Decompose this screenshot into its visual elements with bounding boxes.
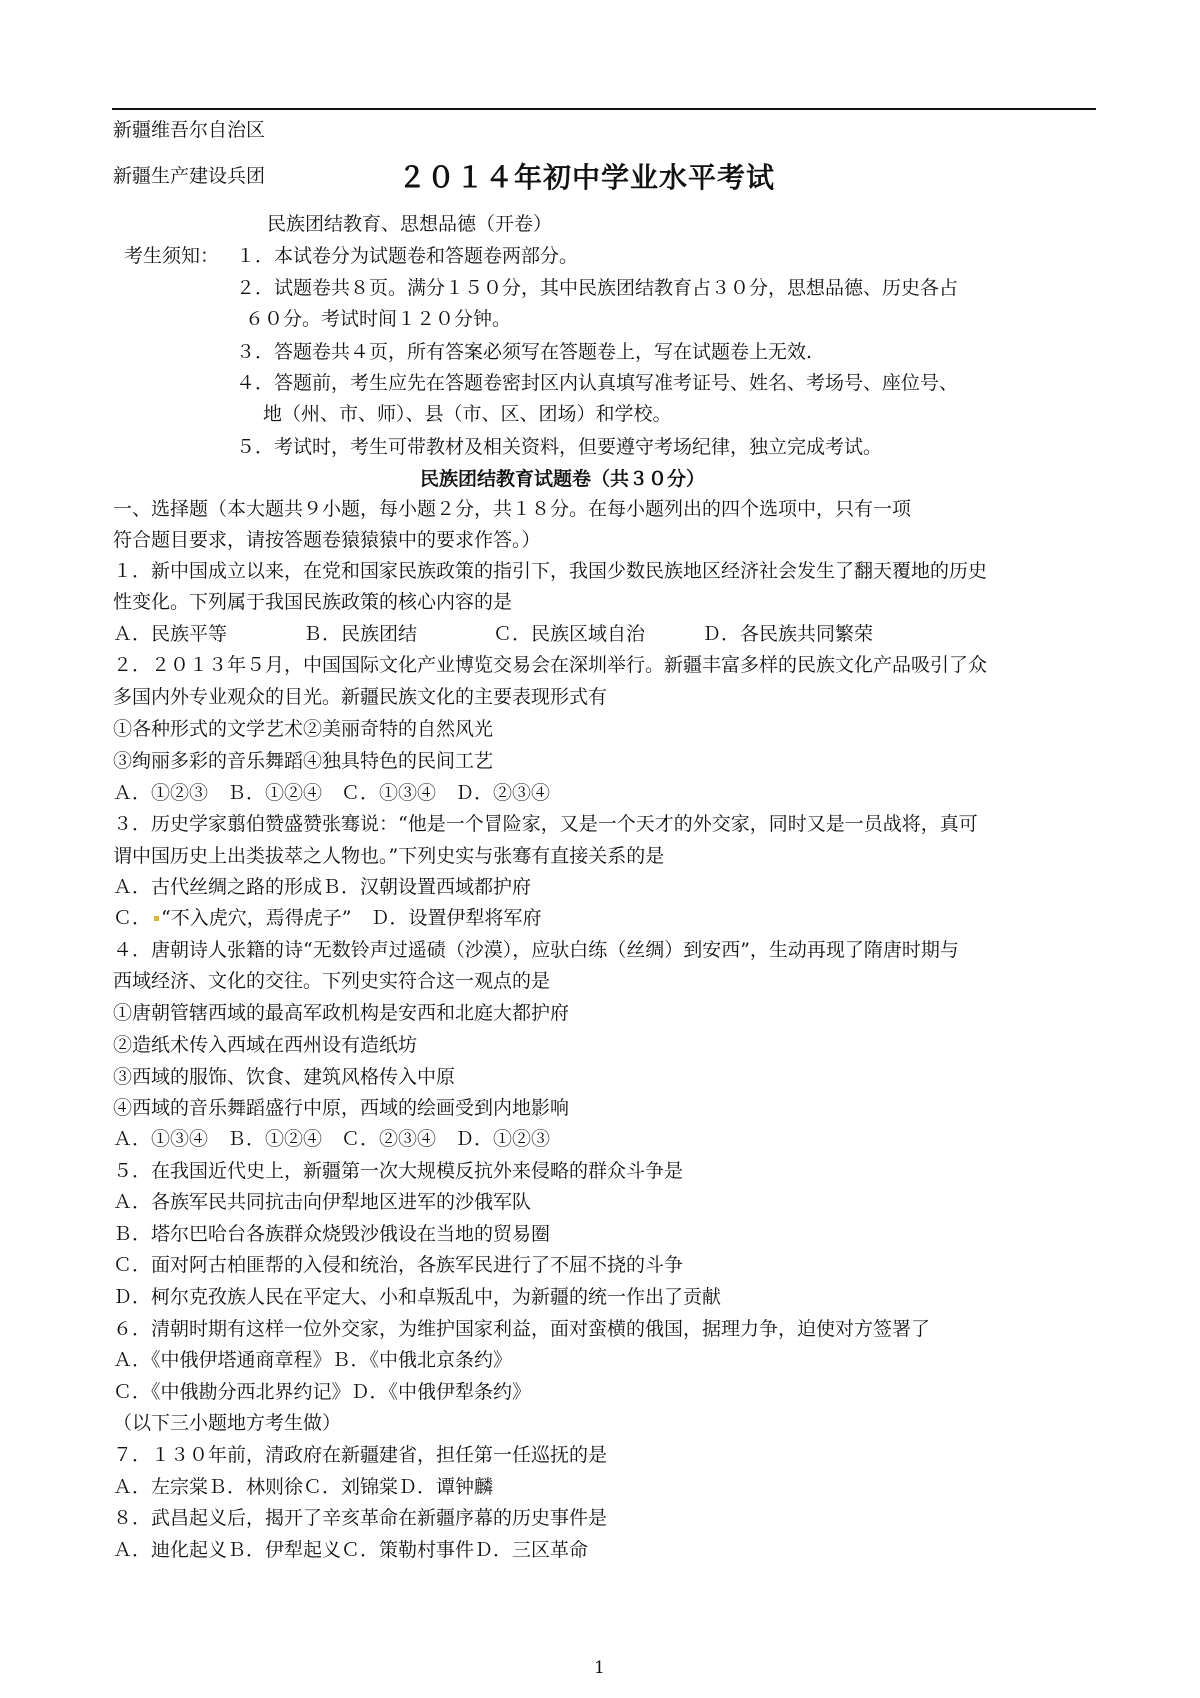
body-line: ６．清朝时期有这样一位外交家，为维护国家利益，面对蛮横的俄国，据理力争，迫使对方签署了 [113,1318,931,1340]
body-line: Ｃ．《中俄勘分西北界约记》Ｄ．《中俄伊犁条约》 [113,1381,532,1403]
notice-item: 地（州、市、师）、县（市、区、团场）和学校。 [263,403,672,425]
body-line: 多国内外专业观众的目光。新疆民族文化的主要表现形式有 [113,686,608,708]
exam-subtitle: 民族团结教育、思想品德（开卷） [267,213,553,235]
body-line: １．新中国成立以来，在党和国家民族政策的指引下，我国少数民族地区经济社会发生了翻天覆地的历史 [113,560,988,582]
body-line: Ｄ．柯尔克孜族人民在平定大、小和卓叛乱中，为新疆的统一作出了贡献 [113,1286,722,1308]
notice-label: 考生须知： [124,245,220,267]
notice-item: ４．答题前，考生应先在答题卷密封区内认真填写准考证号、姓名、考场号、座位号、 [236,372,959,394]
body-line: Ａ．迪化起义Ｂ．伊犁起义Ｃ．策勒村事件Ｄ．三区革命 [113,1539,589,1561]
body-line: 谓中国历史上出类拔萃之人物也。”下列史实与张骞有直接关系的是 [113,845,665,867]
option-label: Ｃ． [113,907,152,929]
body-line: Ａ．左宗棠Ｂ．林则徐Ｃ．刘锦棠Ｄ．谭钟麟 [113,1476,494,1498]
body-line: ３．历史学家翦伯赞盛赞张骞说：“他是一个冒险家，又是一个天才的外交家，同时又是一员战将，真可 [113,813,978,835]
body-line-q3-option-c [113,905,541,931]
body-line: ５．在我国近代史上，新疆第一次大规模反抗外来侵略的群众斗争是 [113,1160,684,1182]
notice-item: ２．试题卷共８页。满分１５０分，其中民族团结教育占３０分，思想品德、历史各占 [236,277,959,299]
body-line: Ａ．①③④ Ｂ．①②④ Ｃ．②③④ Ｄ．①②③ [113,1128,551,1150]
body-line: Ａ．民族平等 Ｂ．民族团结 Ｃ．民族区域自治 Ｄ．各民族共同繁荣 [113,623,874,645]
body-line: Ｃ．面对阿古柏匪帮的入侵和统治，各族军民进行了不屈不挠的斗争 [113,1254,684,1276]
body-line: Ａ．《中俄伊塔通商章程》Ｂ．《中俄北京条约》 [113,1349,513,1371]
stray-mark-icon [154,916,159,921]
page-number: 1 [594,1658,605,1678]
body-line: ③绚丽多彩的音乐舞蹈④独具特色的民间工艺 [113,750,494,772]
notice-item: ５．考试时，考生可带教材及相关资料，但要遵守考场纪律，独立完成考试。 [236,436,883,458]
issuer-region: 新疆维吾尔自治区 [113,119,266,141]
notice-item: ３．答题卷共４页，所有答案必须写在答题卷上，写在试题卷上无效. [236,341,813,363]
body-line: 一、选择题（本大题共９小题，每小题２分，共１８分。在每小题列出的四个选项中，只有一项 [113,498,912,520]
body-line: ④西域的音乐舞蹈盛行中原，西域的绘画受到内地影响 [113,1097,570,1119]
body-line: Ｂ．塔尔巴哈台各族群众烧毁沙俄设在当地的贸易圈 [113,1223,551,1245]
notice-item: １．本试卷分为试题卷和答题卷两部分。 [236,245,579,267]
body-line: Ａ．各族军民共同抗击向伊犁地区进军的沙俄军队 [113,1191,532,1213]
body-line: ８．武昌起义后，揭开了辛亥革命在新疆序幕的历史事件是 [113,1507,608,1529]
body-line: 性变化。下列属于我国民族政策的核心内容的是 [113,591,513,613]
body-line: ７．１３０年前，清政府在新疆建省，担任第一任巡抚的是 [113,1444,608,1466]
header-rule [112,108,1096,110]
body-line: ４．唐朝诗人张籍的诗“无数铃声过遥碛（沙漠），应驮白练（丝绸）到安西”，生动再现了隋唐时期与 [113,939,959,961]
body-line: 西域经济、文化的交往。下列史实符合这一观点的是 [113,970,551,992]
body-line: Ａ．古代丝绸之路的形成Ｂ．汉朝设置西域都护府 [113,876,532,898]
body-line: ②造纸术传入西域在西州设有造纸坊 [113,1034,418,1056]
section-title: 民族团结教育试题卷（共３０分） [420,468,706,490]
exam-title: ２０１４年初中学业水平考试 [398,161,776,194]
body-line: （以下三小题地方考生做） [113,1412,342,1434]
issuer-corps: 新疆生产建设兵团 [113,165,266,187]
body-line: 符合题目要求，请按答题卷猿猿猿中的要求作答。） [113,529,541,551]
option-text: “不入虎穴，焉得虎子” Ｄ．设置伊犁将军府 [161,907,542,929]
body-line: ①各种形式的文学艺术②美丽奇特的自然风光 [113,718,494,740]
body-line: ２．２０１３年５月，中国国际文化产业博览交易会在深圳举行。新疆丰富多样的民族文化产品吸引了众 [113,654,988,676]
notice-item: ６０分。考试时间１２０分钟。 [245,308,512,330]
body-line: Ａ．①②③ Ｂ．①②④ Ｃ．①③④ Ｄ．②③④ [113,782,551,804]
body-line: ①唐朝管辖西域的最高军政机构是安西和北庭大都护府 [113,1002,570,1024]
body-line: ③西域的服饰、饮食、建筑风格传入中原 [113,1066,456,1088]
